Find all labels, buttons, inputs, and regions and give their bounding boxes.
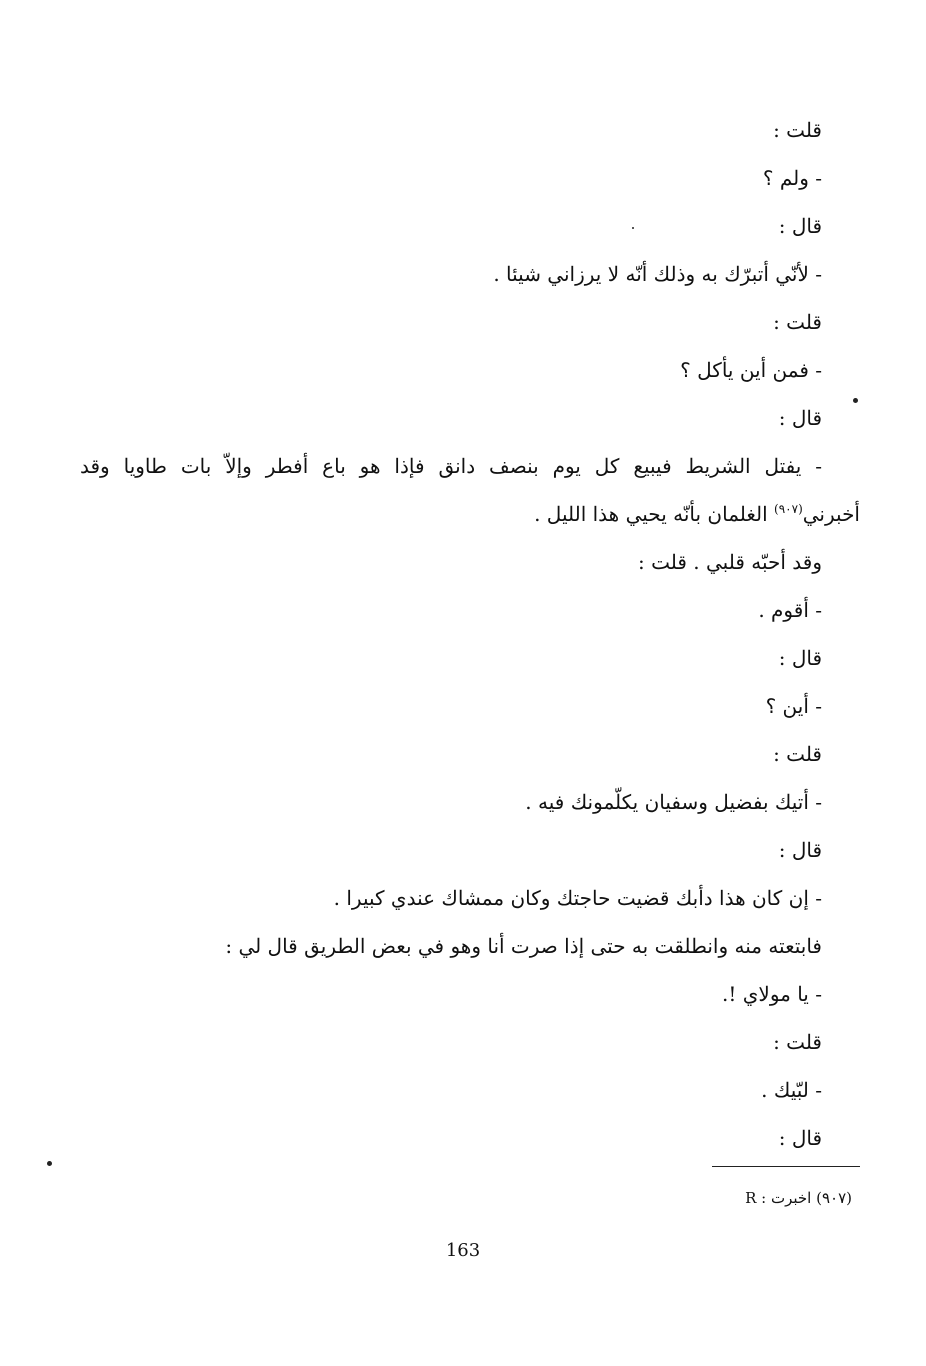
- text-line: - يا مولاي !.: [722, 982, 822, 1006]
- text-line: قال :: [778, 838, 822, 862]
- footnote-number: (٩٠٧): [816, 1189, 852, 1207]
- text-line: قلت :: [773, 118, 822, 142]
- text-line: قلت :: [773, 742, 822, 766]
- text-line: - فمن أين يأكل ؟: [680, 358, 822, 382]
- text-line: - أين ؟: [765, 694, 822, 718]
- text-line: قال :: [778, 1126, 822, 1150]
- text-line: قال :: [778, 214, 822, 238]
- text-line: - يفتل الشريط فيبيع كل يوم بنصف دانق فإذا هو باع أفطر وإلاّ بات طاويا وقد: [80, 454, 822, 478]
- scan-speck: [47, 1161, 52, 1166]
- text-line: - لبّيك .: [761, 1078, 822, 1102]
- footnote-reference: (٩٠٧): [774, 502, 803, 516]
- text-line: قلت :: [773, 1030, 822, 1054]
- footnote-text: اخبرت : R: [745, 1189, 812, 1207]
- text-line: - أقوم .: [758, 598, 822, 622]
- text-line: - إن كان هذا دأبك قضيت حاجتك وكان ممشاك عندي كبيرا .: [333, 886, 822, 910]
- text-line: - لأنّي أتبرّك به وذلك أنّه لا يرزاني شيئا .: [493, 262, 822, 286]
- text-line: قال :: [778, 406, 822, 430]
- text-line-with-footnote: [534, 499, 860, 532]
- page-number: 163: [445, 1240, 481, 1261]
- text-line: - ولم ؟: [762, 166, 822, 190]
- text-segment: الغلمان بأنّه يحيي هذا الليل .: [534, 502, 768, 526]
- text-line: قلت :: [773, 310, 822, 334]
- scan-speck: [632, 227, 634, 229]
- text-line: فابتعته منه وانطلقت به حتى إذا صرت أنا وهو في بعض الطريق قال لي :: [225, 934, 822, 958]
- footnote-divider: [712, 1166, 860, 1167]
- scan-speck: [853, 398, 858, 403]
- text-segment: أخبرني: [802, 502, 860, 526]
- text-line: قال :: [778, 646, 822, 670]
- text-line: - أتيك بفضيل وسفيان يكلّمونك فيه .: [525, 790, 822, 814]
- footnote: [745, 1188, 852, 1208]
- text-line: وقد أحبّه قلبي . قلت :: [638, 550, 822, 574]
